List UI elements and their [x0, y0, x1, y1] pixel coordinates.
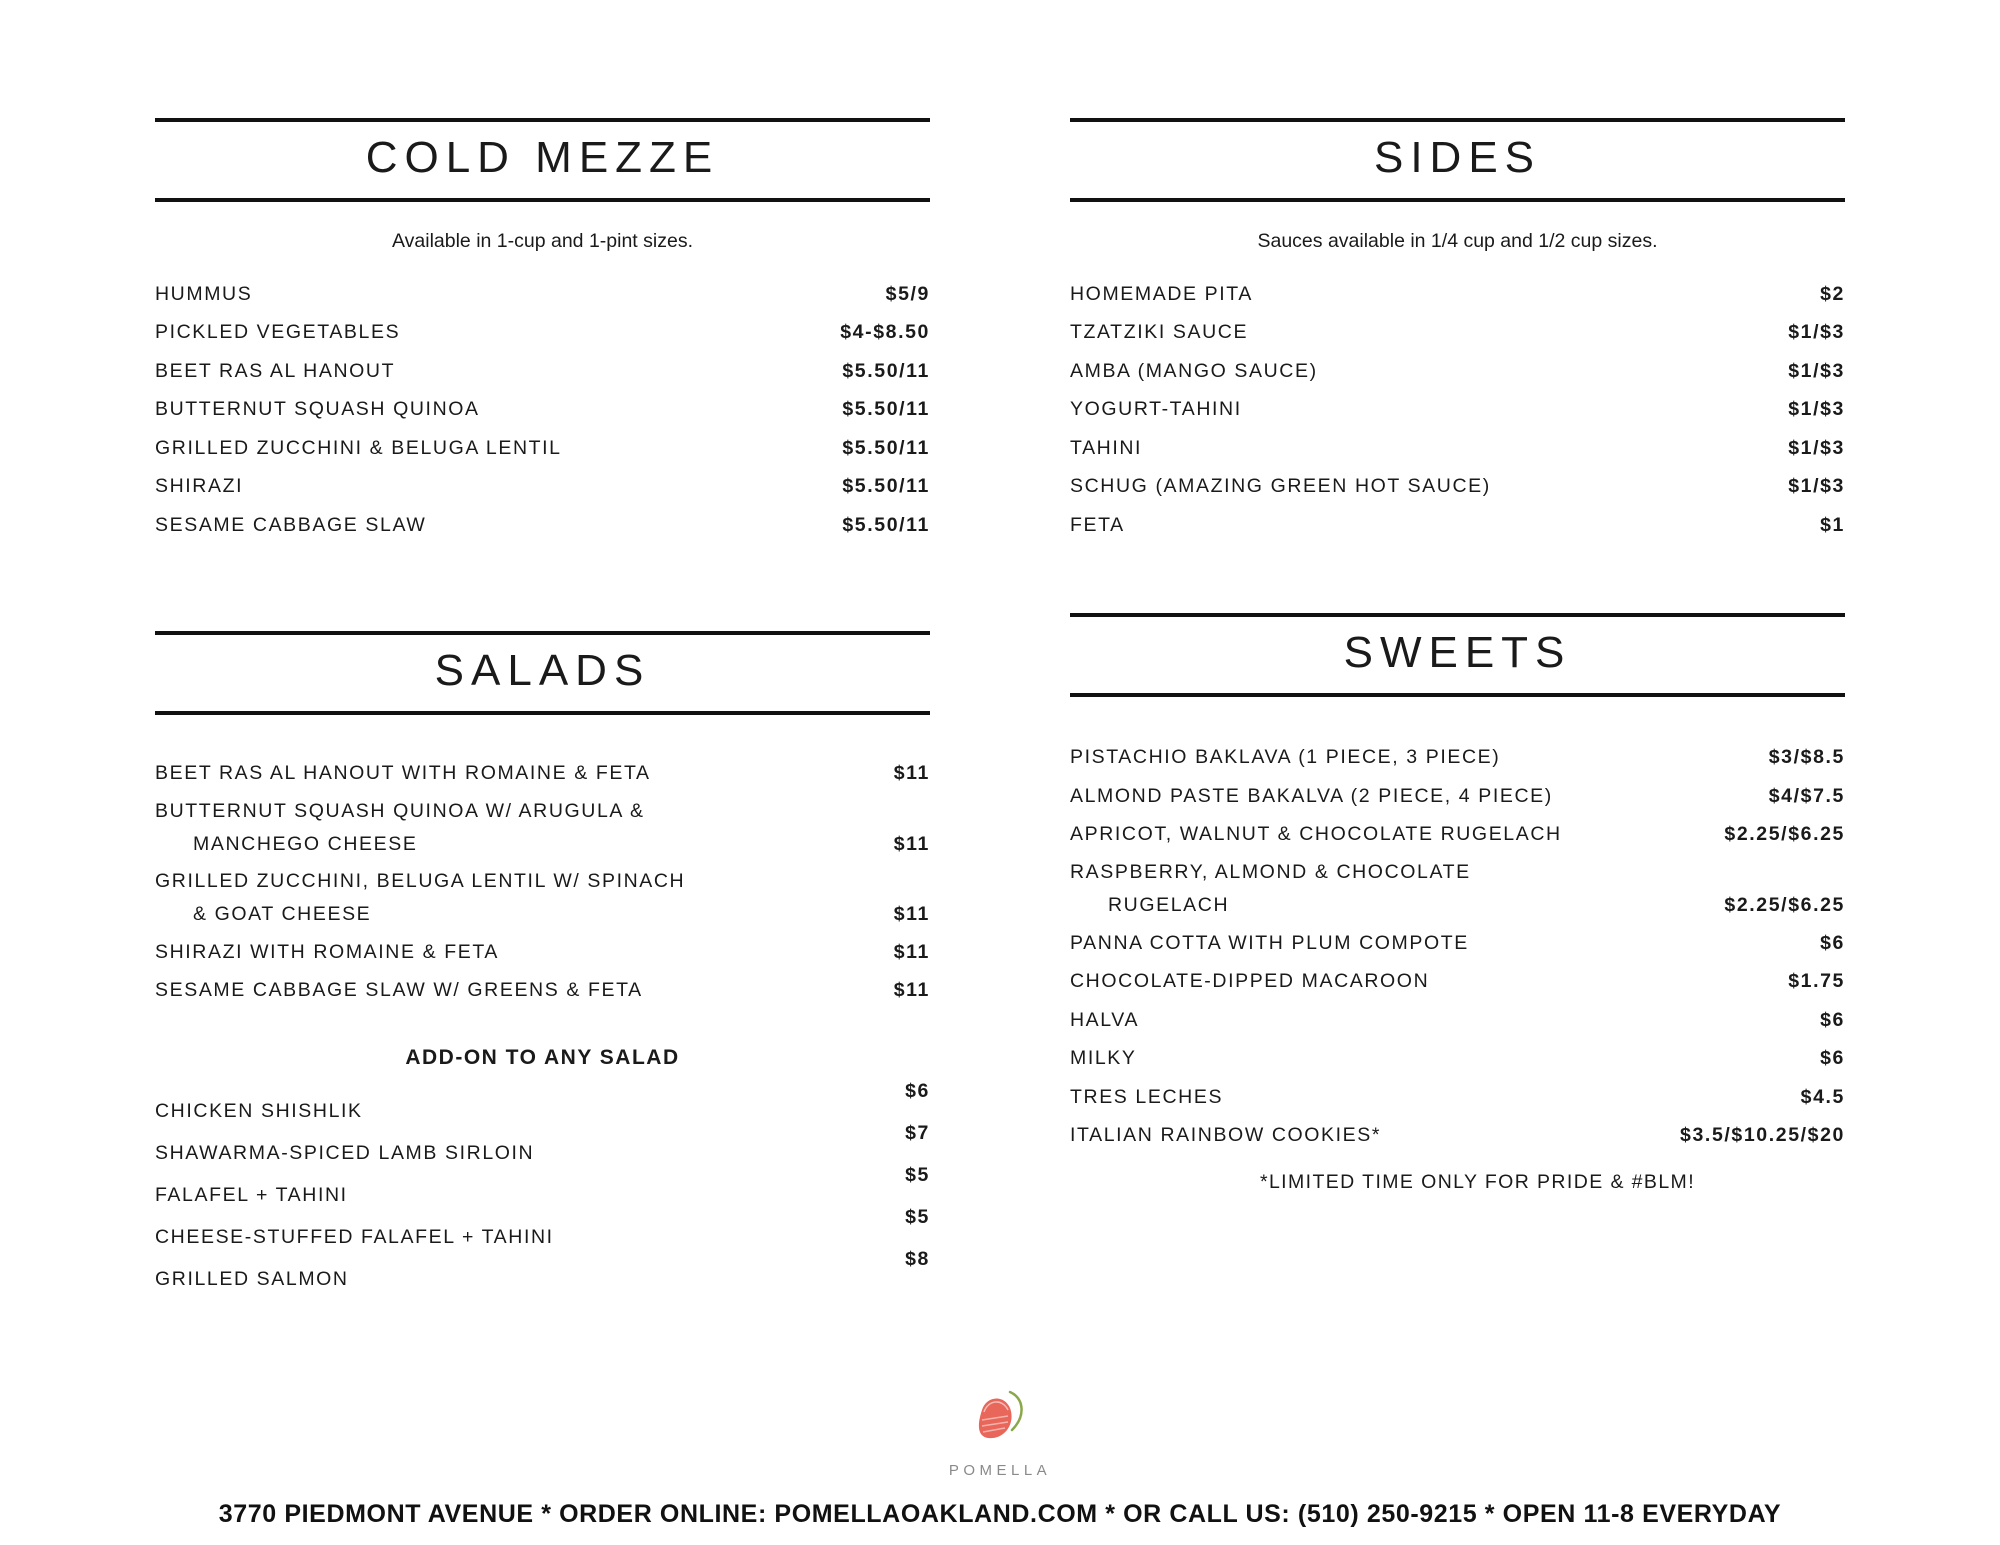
- menu-item-price: $6: [1820, 1008, 1845, 1031]
- menu-item-price: $5/9: [885, 282, 930, 305]
- addon-item-name: SHAWARMA-SPICED LAMB SIRLOIN: [155, 1141, 535, 1164]
- addon-item: [155, 1247, 930, 1300]
- menu-item: [1070, 275, 1845, 314]
- menu-item-price: $11: [893, 832, 930, 855]
- addon-heading: ADD-ON TO ANY SALAD: [405, 1046, 680, 1069]
- menu-item: [1070, 352, 1845, 391]
- menu-item-price: $4-$8.50: [840, 321, 930, 343]
- left-column: [155, 118, 930, 1300]
- menu-item: [1070, 1117, 1845, 1156]
- menu-item: [1070, 924, 1845, 963]
- menu-item: [1070, 314, 1845, 353]
- section-header-sweets: [1070, 613, 1845, 697]
- brand-logo: [0, 1386, 2000, 1479]
- section-title: SALADS: [434, 645, 651, 695]
- menu-item: [155, 391, 930, 430]
- section-header-cold-mezze: [155, 118, 930, 202]
- menu-item-name-line2: MANCHEGO CHEESE: [193, 832, 418, 855]
- menu-item-name: GRILLED ZUCCHINI & BELUGA LENTIL: [155, 436, 562, 459]
- menu-item-name: [155, 802, 930, 854]
- menu-item-price: $5.50/11: [842, 436, 930, 459]
- menu-item-name: PISTACHIO BAKLAVA (1 PIECE, 3 PIECE): [1070, 746, 1501, 768]
- footer-contact: 3770 PIEDMONT AVENUE * ORDER ONLINE: POMELLAOAKLAND.COM * OR CALL US: (510) 250-9215 * OPEN 11-8 EVERYDAY: [218, 1500, 1782, 1528]
- menu-item-price: $1/$3: [1788, 359, 1845, 382]
- section-header-sides: [1070, 118, 1845, 202]
- menu-item-name: BUTTERNUT SQUASH QUINOA: [155, 398, 480, 420]
- section-sides: [1070, 118, 1845, 545]
- menu-item-price: $5.50/11: [842, 475, 930, 497]
- menu-item-price: $2.25/$6.25: [1724, 823, 1845, 845]
- section-title: SIDES: [1373, 133, 1542, 182]
- menu-item: [1070, 1040, 1845, 1079]
- menu-item-name-line2: RUGELACH: [1108, 893, 1230, 916]
- menu-item-name: SHIRAZI: [155, 475, 244, 497]
- menu-item-name: SHIRAZI WITH ROMAINE & FETA: [155, 940, 500, 963]
- menu-item-list: [155, 755, 930, 1011]
- menu-item-name: TAHINI: [1070, 436, 1143, 459]
- section-note: Sauces available in 1/4 cup and 1/2 cup sizes.: [1257, 230, 1658, 252]
- menu-item-price: $2.25/$6.25: [1724, 893, 1845, 916]
- addon-item-price: $6: [905, 1079, 930, 1102]
- section-spacer: [155, 545, 930, 631]
- menu-columns: [0, 118, 2000, 1300]
- addon-item-name: FALAFEL + TAHINI: [155, 1183, 348, 1206]
- section-header-salads: [155, 631, 930, 715]
- menu-item-price: $6: [1820, 1047, 1845, 1069]
- right-column: [1070, 118, 1845, 1300]
- addon-item: [155, 1205, 930, 1258]
- menu-item-list: [155, 275, 930, 545]
- menu-item: [1070, 816, 1845, 855]
- menu-item-price: $5.50/11: [842, 398, 930, 420]
- menu-item: [155, 863, 930, 933]
- addon-list: [155, 1079, 930, 1300]
- menu-item: [1070, 429, 1845, 468]
- menu-item-name-line1: RASPBERRY, ALMOND & CHOCOLATE: [1070, 861, 1471, 883]
- menu-item: [155, 275, 930, 314]
- menu-item-name: SESAME CABBAGE SLAW W/ GREENS & FETA: [155, 979, 643, 1001]
- menu-item: [1070, 1078, 1845, 1117]
- menu-item-name: APRICOT, WALNUT & CHOCOLATE RUGELACH: [1070, 823, 1562, 845]
- menu-item-name: SCHUG (AMAZING GREEN HOT SAUCE): [1070, 475, 1491, 497]
- addon-item-name: CHICKEN SHISHLIK: [155, 1099, 363, 1122]
- addon-item-price: $5: [905, 1205, 930, 1228]
- menu-item-name-line2: & GOAT CHEESE: [193, 902, 372, 925]
- menu-item: [155, 972, 930, 1011]
- menu-item-price: $1/$3: [1788, 475, 1845, 497]
- addon-item: [155, 1121, 930, 1174]
- menu-item-name: HOMEMADE PITA: [1070, 282, 1253, 305]
- menu-item-price: $5.50/11: [842, 513, 930, 536]
- menu-item: [1070, 963, 1845, 1002]
- menu-item-name: ALMOND PASTE BAKALVA (2 PIECE, 4 PIECE): [1070, 784, 1553, 807]
- sweets-footnote: *LIMITED TIME ONLY FOR PRIDE & #BLM!: [1259, 1171, 1696, 1193]
- menu-item: [1070, 739, 1845, 778]
- brand-name: POMELLA: [948, 1462, 1052, 1479]
- pomegranate-icon: [952, 1386, 1048, 1460]
- menu-item-name: PANNA COTTA WITH PLUM COMPOTE: [1070, 931, 1469, 954]
- menu-item-price: $1/$3: [1788, 436, 1845, 459]
- menu-item-name: YOGURT-TAHINI: [1070, 398, 1242, 420]
- menu-item-name: HUMMUS: [155, 282, 253, 305]
- section-salads: [155, 631, 930, 1301]
- menu-item-name: ITALIAN RAINBOW COOKIES*: [1070, 1124, 1382, 1146]
- addon-item: [155, 1079, 930, 1132]
- menu-item-name: AMBA (MANGO SAUCE): [1070, 359, 1318, 382]
- menu-item: [155, 506, 930, 545]
- menu-item: [1070, 777, 1845, 816]
- menu-item: [155, 429, 930, 468]
- menu-item-name: MILKY: [1070, 1047, 1137, 1069]
- menu-item: [1070, 506, 1845, 545]
- menu-item-price: $4/$7.5: [1768, 784, 1845, 807]
- menu-item-price: $6: [1820, 931, 1845, 954]
- menu-item-price: $1/$3: [1788, 321, 1845, 343]
- menu-item-price: $4.5: [1800, 1085, 1845, 1108]
- menu-item-list: [1070, 739, 1845, 1156]
- menu-item-name: TRES LECHES: [1070, 1085, 1224, 1108]
- section-note: Available in 1-cup and 1-pint sizes.: [392, 230, 693, 252]
- menu-item-name-line1: GRILLED ZUCCHINI, BELUGA LENTIL W/ SPINACH: [155, 870, 686, 892]
- menu-item-price: $11: [893, 762, 930, 784]
- menu-item: [155, 793, 930, 863]
- section-spacer: [1070, 545, 1845, 613]
- menu-item-name: TZATZIKI SAUCE: [1070, 321, 1249, 343]
- menu-item-name: PICKLED VEGETABLES: [155, 321, 401, 343]
- menu-item-price: $5.50/11: [842, 359, 930, 382]
- addon-item-name: CHEESE-STUFFED FALAFEL + TAHINI: [155, 1225, 554, 1248]
- section-sweets: [1070, 613, 1845, 1195]
- addon-item-price: $5: [905, 1163, 930, 1186]
- addon-item-name: GRILLED SALMON: [155, 1267, 349, 1290]
- menu-item-price: $2: [1820, 282, 1845, 305]
- menu-item-price: $1: [1820, 513, 1845, 536]
- menu-item: [1070, 468, 1845, 507]
- menu-item: [155, 755, 930, 794]
- menu-item-price: $11: [893, 940, 930, 963]
- addon-item-price: $7: [905, 1121, 930, 1144]
- menu-item-name: CHOCOLATE-DIPPED MACAROON: [1070, 970, 1430, 992]
- menu-item: [155, 468, 930, 507]
- addon-item-price: $8: [905, 1247, 930, 1270]
- menu-item: [155, 933, 930, 972]
- menu-item-name: BEET RAS AL HANOUT WITH ROMAINE & FETA: [155, 762, 651, 784]
- menu-item-price: $3/$8.5: [1768, 746, 1845, 768]
- section-title: COLD MEZZE: [365, 133, 720, 182]
- menu-item-name-line1: BUTTERNUT SQUASH QUINOA W/ ARUGULA &: [155, 800, 645, 822]
- menu-item-price: $11: [893, 979, 930, 1001]
- menu-item-price: $1/$3: [1788, 398, 1845, 420]
- menu-item-price: $11: [893, 902, 930, 925]
- menu-item-name: HALVA: [1070, 1008, 1140, 1031]
- menu-item-name: SESAME CABBAGE SLAW: [155, 513, 427, 536]
- menu-item-price: $3.5/$10.25/$20: [1680, 1124, 1845, 1146]
- menu-item-price: $1.75: [1788, 970, 1845, 992]
- menu-item-list: [1070, 275, 1845, 545]
- addon-item: [155, 1163, 930, 1216]
- menu-item-name: FETA: [1070, 513, 1125, 536]
- menu-item: [155, 314, 930, 353]
- menu-item: [1070, 1001, 1845, 1040]
- menu-item-name: BEET RAS AL HANOUT: [155, 359, 396, 382]
- menu-item: [1070, 854, 1845, 924]
- section-cold-mezze: [155, 118, 930, 545]
- menu-item: [1070, 391, 1845, 430]
- menu-item: [155, 352, 930, 391]
- section-title: SWEETS: [1343, 627, 1572, 677]
- menu-item-name: [155, 872, 930, 924]
